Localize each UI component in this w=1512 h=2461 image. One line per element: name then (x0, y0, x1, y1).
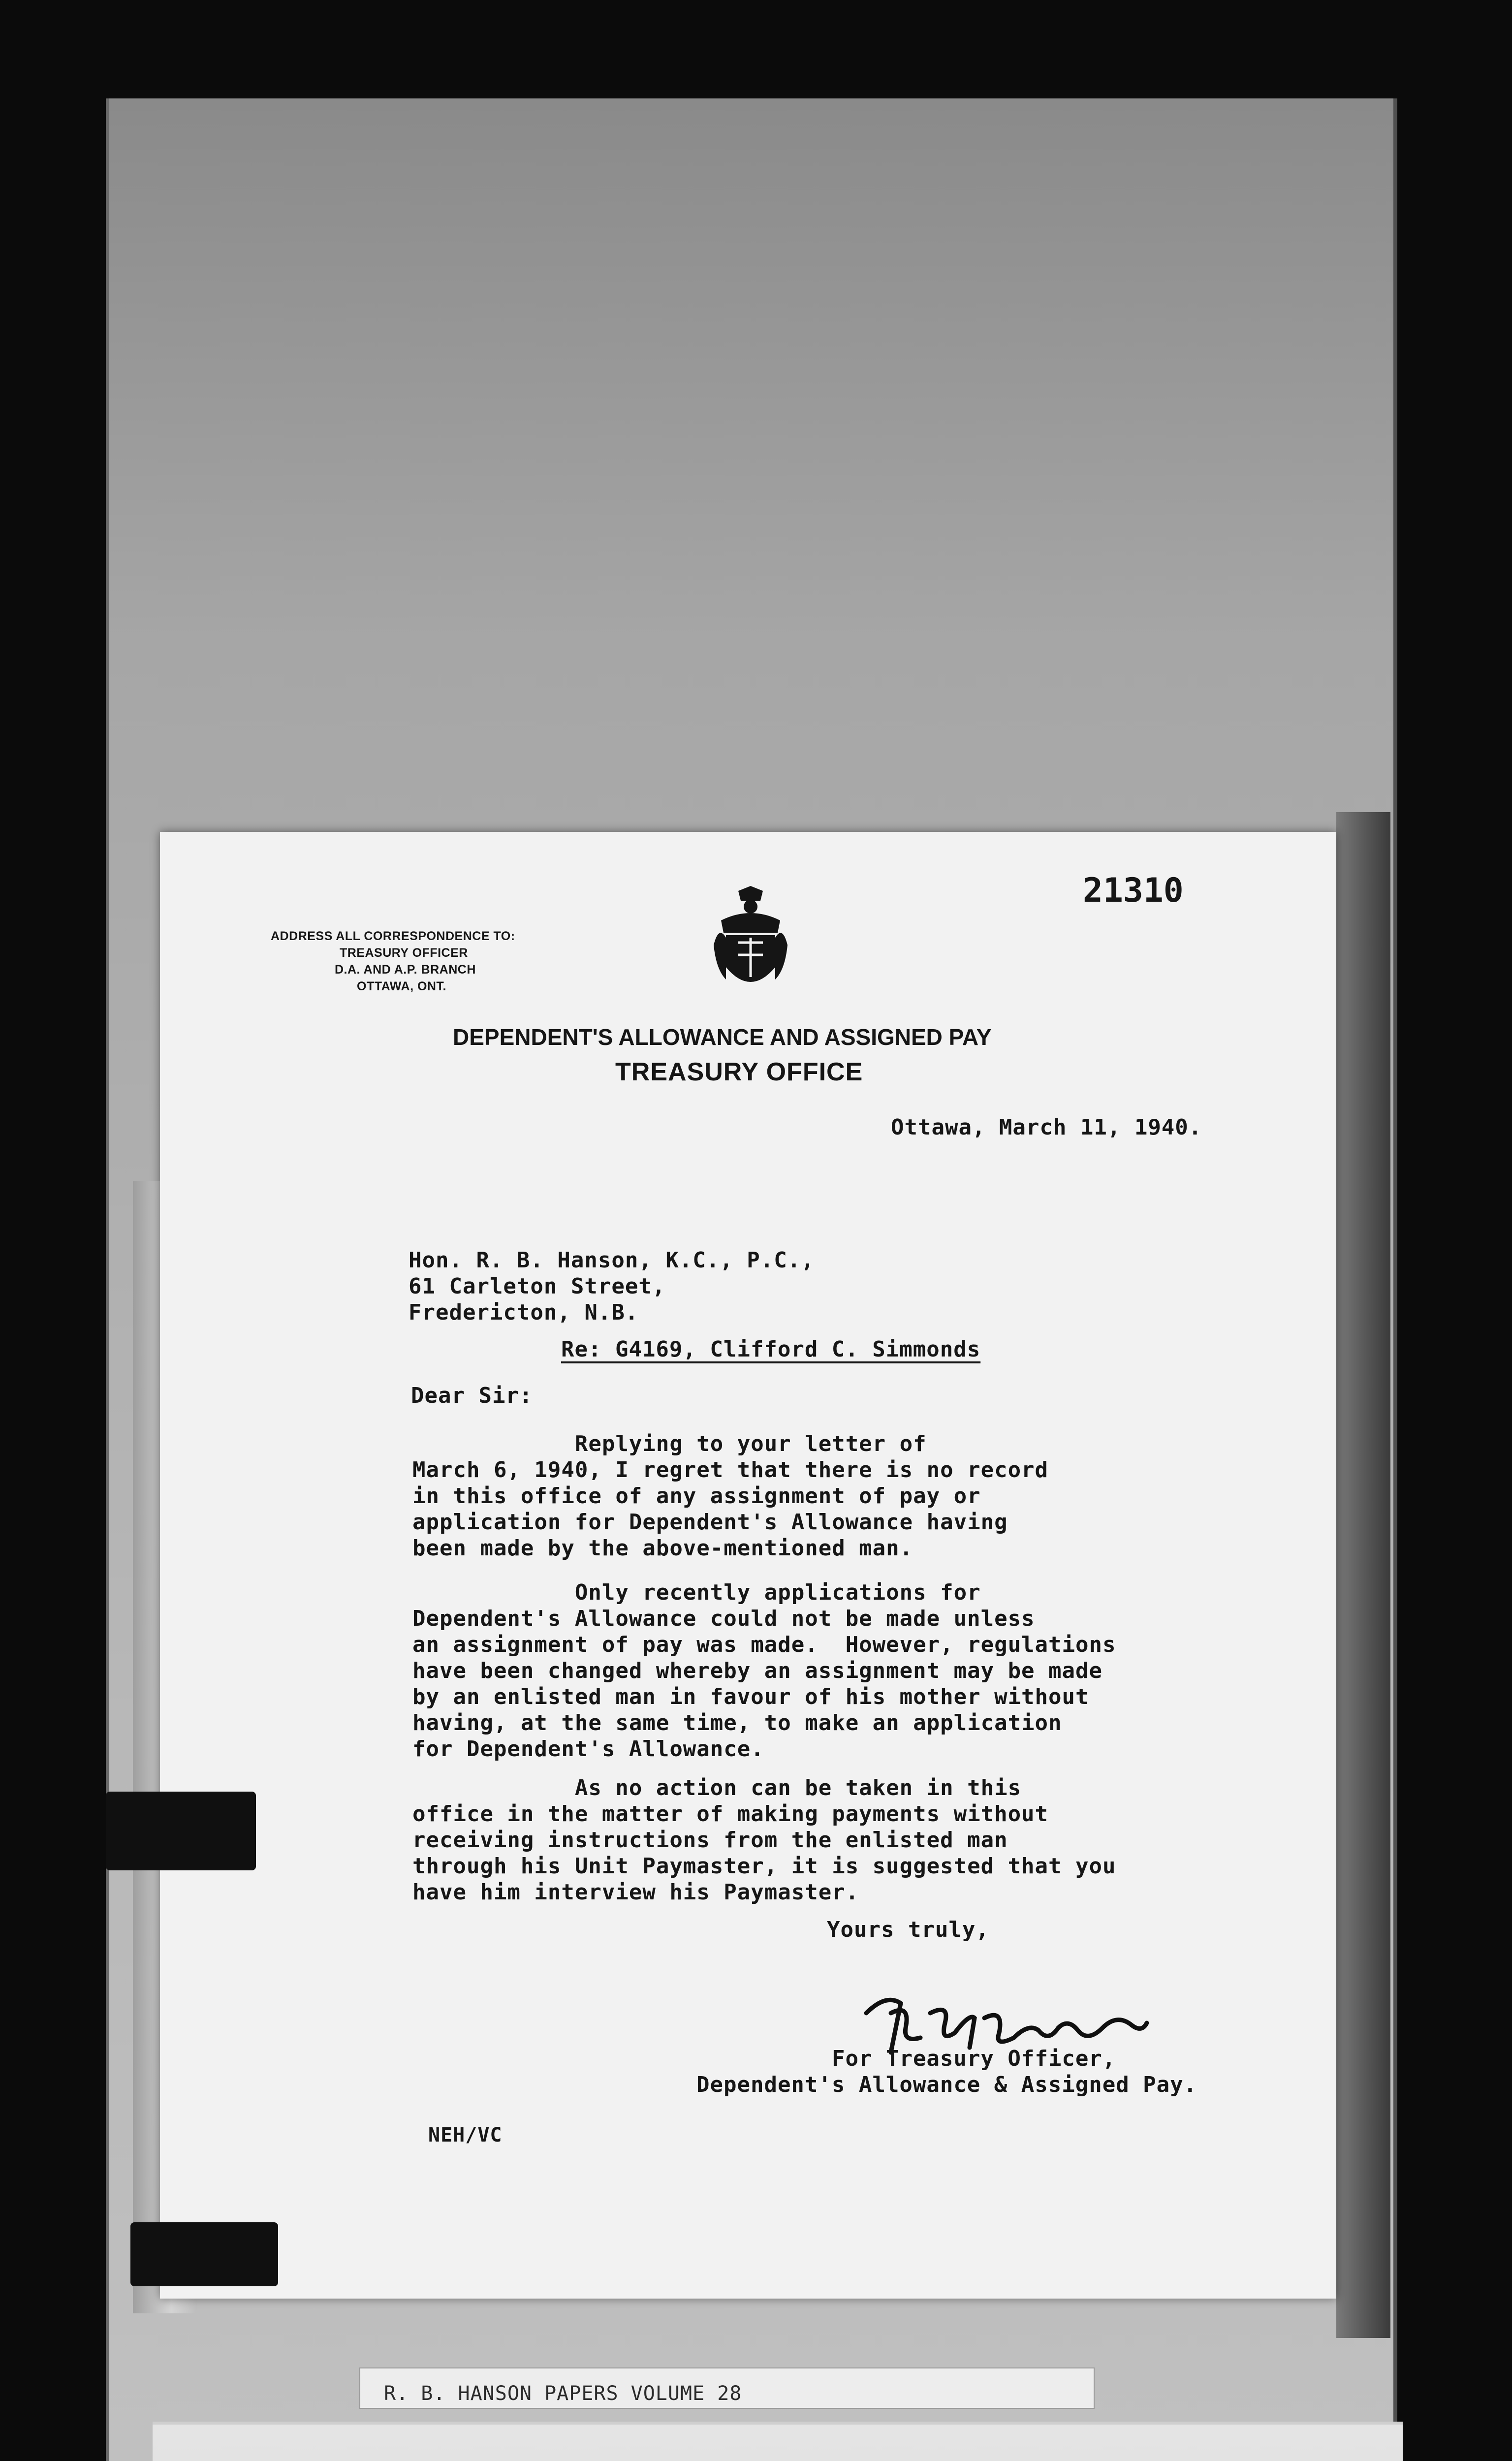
signatory-line-1: For Treasury Officer, (832, 2046, 1116, 2071)
body-line: As no action can be taken in this (412, 1775, 1022, 1800)
address-line-1: ADDRESS ALL CORRESPONDENCE TO: (271, 929, 515, 943)
body-line: Only recently applications for (412, 1580, 981, 1605)
body-line: have been changed whereby an assignment may be made (412, 1658, 1103, 1683)
body-line: through his Unit Paymaster, it is suggested that you (412, 1854, 1116, 1879)
address-line-3: D.A. AND A.P. BRANCH (335, 963, 476, 977)
archive-stamp-panel (153, 2422, 1403, 2461)
body-line: in this office of any assignment of pay or (412, 1483, 981, 1509)
body-line: an assignment of pay was made. However, regulations (412, 1632, 1116, 1657)
letter-date: Ottawa, March 11, 1940. (891, 1115, 1202, 1140)
body-line: for Dependent's Allowance. (412, 1736, 764, 1762)
heading-line-2: TREASURY OFFICE (615, 1058, 863, 1086)
body-line: office in the matter of making payments without (412, 1801, 1049, 1827)
signatory-line-2: Dependent's Allowance & Assigned Pay. (696, 2072, 1197, 2097)
body-line: Dependent's Allowance could not be made unless (412, 1606, 1035, 1631)
subject-reference: Re: G4169, Clifford C. Simmonds (561, 1337, 981, 1362)
typist-initials: NEH/VC (428, 2124, 503, 2146)
heading-line-1: DEPENDENT'S ALLOWANCE AND ASSIGNED PAY (453, 1024, 992, 1050)
body-line: Replying to your letter of (412, 1431, 927, 1456)
body-line: by an enlisted man in favour of his mother without (412, 1684, 1089, 1709)
document-number: 21310 (1083, 871, 1184, 910)
addressee-line-1: Hon. R. B. Hanson, K.C., P.C., (409, 1248, 815, 1273)
binder-clip (130, 2222, 278, 2286)
body-line: have him interview his Paymaster. (412, 1880, 859, 1905)
addressee-line-3: Fredericton, N.B. (409, 1300, 639, 1325)
address-line-2: TREASURY OFFICER (340, 946, 468, 960)
salutation: Dear Sir: (411, 1383, 533, 1408)
body-line: receiving instructions from the enlisted man (412, 1828, 1008, 1853)
archive-label-text: R. B. HANSON PAPERS VOLUME 28 (384, 2382, 742, 2405)
body-line: March 6, 1940, I regret that there is no record (412, 1457, 1049, 1483)
body-line: application for Dependent's Allowance having (412, 1510, 1008, 1535)
binder-clip (106, 1792, 256, 1870)
addressee-line-2: 61 Carleton Street, (409, 1274, 666, 1299)
body-line: having, at the same time, to make an application (412, 1710, 1062, 1735)
shadow-strip (1336, 812, 1390, 2338)
address-line-4: OTTAWA, ONT. (357, 979, 446, 993)
closing: Yours truly, (827, 1917, 989, 1942)
body-line: been made by the above-mentioned man. (412, 1536, 914, 1561)
coat-of-arms-icon (709, 886, 792, 999)
